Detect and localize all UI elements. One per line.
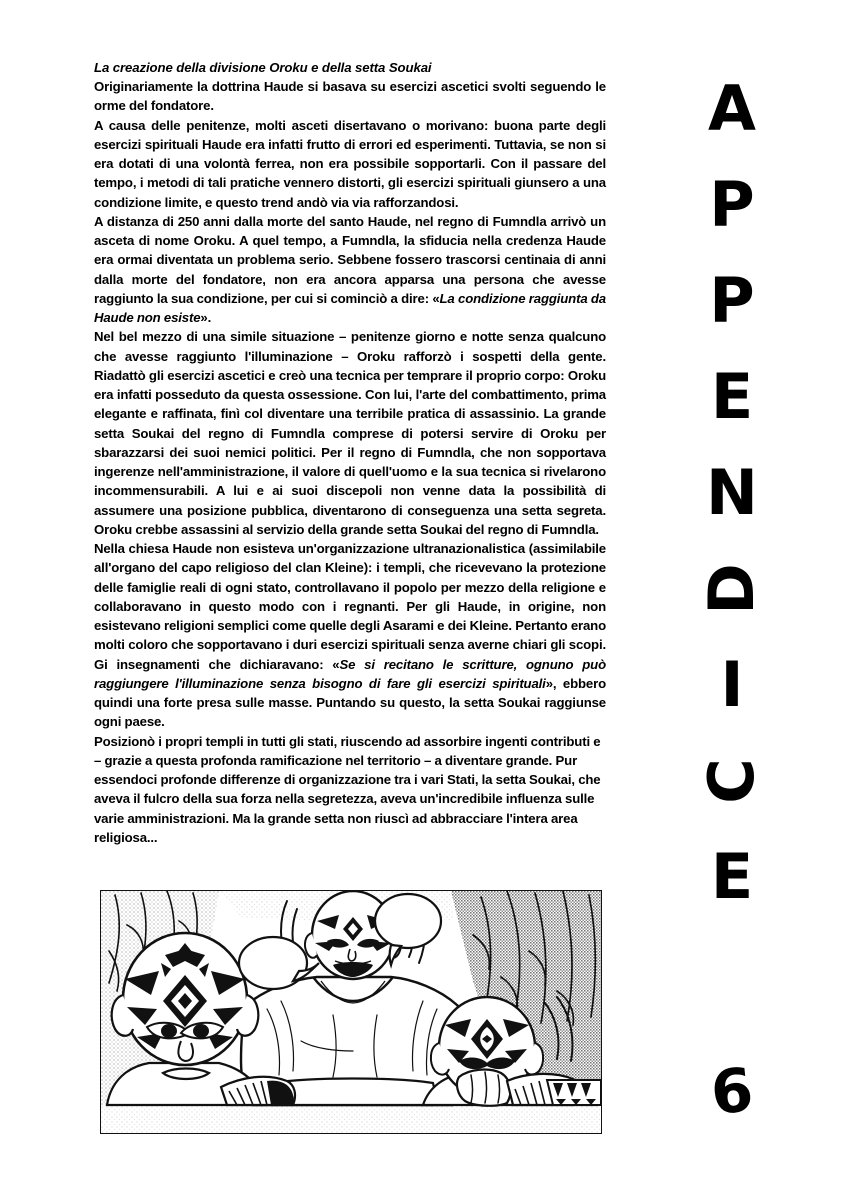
manga-illustration-panel — [100, 890, 602, 1134]
paragraph-5 — [94, 539, 606, 732]
appendice-letter-n: N — [706, 456, 758, 529]
appendice-letter-i: I — [720, 648, 744, 721]
article-text-column — [94, 58, 606, 847]
paragraph-5-suffix: », ebbero quindi una forte presa sulle masse. Puntando su questo, la setta Soukai raggiunse ogni paese. — [94, 675, 606, 730]
paragraph-6: Posizionò i propri templi in tutti gli stati, riuscendo ad assorbire ingenti contributi e – grazie a questa profonda ramificazione nel territorio – a diventare grande. Pur essendoci profonde differenze di organizzazione tra i vari Stati, la setta Soukai, che aveva il fulcro della sua forza nella segretezza, aveva un'incredibile influenza sulle varie amministrazioni. Ma la grande setta non riuscì ad abbracciare l'intera area religiosa... — [94, 733, 601, 845]
paragraph-4: Nel bel mezzo di una simile situazione – penitenze giorno e notte senza qualcuno che avesse raggiunto l'illuminazione – Oroku rafforzò i sospetti della gente. Riadattò gli esercizi ascetici e creò una tecnica per temprare il proprio corpo: Oroku era infatti posseduto da questa ossessione. Con lui, l'arte del combattimento, prima elegante e raffinata, finì col diventare una terribile pratica di assassinio. La grande setta Soukai del regno di Fumndla comprese di potersi servire di Oroku per sbarazzarsi dei suoi nemici politici. Per il regno di Fumndla, che non sopportava ingerenze nell'amministrazione, il valore di quell'uomo e la sua tecnica si rivelarono incommensurabili. A lui e ai suoi discepoli non venne data la possibilità di assumere una posizione pubblica, diventarono di conseguenza una setta segreta. Oroku crebbe assassini al servizio della grande setta Soukai del regno di Fumndla. — [94, 329, 606, 537]
paragraph-5-quote: Se si recitano le scritture, ognuno può raggiungere l'illuminazione senza bisogno di fare gli esercizi spirituali — [94, 656, 606, 691]
paragraph-1: Originariamente la dottrina Haude si basava su esercizi ascetici svolti seguendo le orme del fondatore. — [94, 79, 606, 114]
paragraph-3-quote: La condizione raggiunta da Haude non esiste — [94, 290, 606, 326]
appendice-letter-c: C — [695, 758, 768, 804]
appendice-letter-p1: P — [709, 168, 755, 241]
appendice-letter-e1: E — [710, 360, 754, 433]
paragraph-3-suffix: ». — [200, 310, 212, 326]
appendice-letter-p2: P — [709, 264, 755, 337]
paragraph-3 — [94, 212, 606, 328]
vertical-appendice-label — [672, 72, 792, 958]
appendice-letter-d: D — [695, 563, 768, 615]
appendice-letter-a: A — [708, 72, 756, 145]
page-number: 6 — [707, 1055, 757, 1129]
paragraph-5-prefix: Nella chiesa Haude non esisteva un'organizzazione ultranazionalistica (assimilabile all'organo del capo religioso del clan Kleine): i templi, che ricevevano la protezione delle famiglie reali di ogni stato, controllavano il popolo per mezzo della religione e collaboravano in questo modo con i regnanti. Per gli Haude, in origine, non esistevano religioni semplici come quelle degli Asarami e dei Kleine. Pertanto erano molti coloro che sopportavano i duri esercizi spirituali senza averne chiari gli scopi. Gi insegnamenti che dichiaravano: « — [94, 541, 606, 672]
paragraph-2: A causa delle penitenze, molti asceti disertavano o morivano: buona parte degli esercizi spirituali Haude era infatti frutto di errori ed esperimenti. Tuttavia, se non si era dotati di una volontà ferrea, non era possibile sopportarli. Con il passare del tempo, i metodi di tali pratiche vennero distorti, gli esercizi spirituali giunsero a una condizione limite, e questo trend andò via via rafforzandosi. — [94, 117, 606, 210]
appendice-letter-e2: E — [710, 840, 754, 913]
paragraph-3-prefix: A distanza di 250 anni dalla morte del santo Haude, nel regno di Fumndla arrivò un asceta di nome Oroku. A quel tempo, a Fumndla, la sfiducia nella credenza Haude era ormai diventata un problema serio. Sebbene fossero trascorsi centinaia di anni dalla morte del fondatore, non era ancora apparsa una persona che avesse raggiunto la sua condizione, per cui si cominciò a dire: « — [94, 213, 606, 306]
manga-illustration-svg — [101, 891, 601, 1133]
page-title: La creazione della divisione Oroku e della setta Soukai — [94, 60, 432, 75]
